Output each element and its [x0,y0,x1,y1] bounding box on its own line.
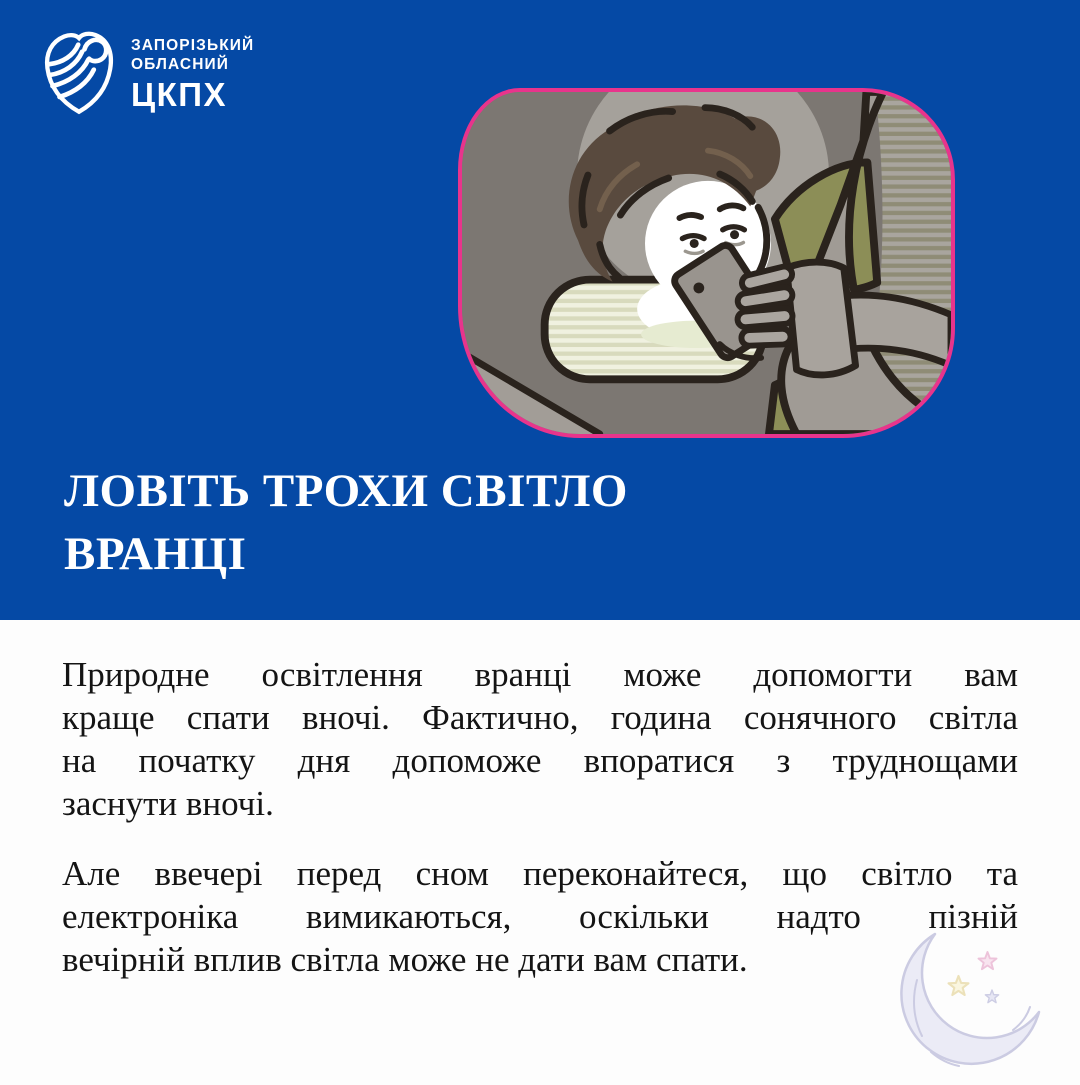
logo-abbr: ЦКПХ [131,76,227,113]
text-panel [62,653,1018,1008]
logo-org-line1: ЗАПОРІЗЬКИЙ [131,37,255,54]
paragraph-2: Але ввечері перед сном переконайтеся, що світло та електроніка вимикаються, оскільки надто пізній вечірній вплив світла може не дати вам спати. [62,854,1018,979]
logo [40,28,254,116]
headline [64,460,628,586]
logo-org-line2: ОБЛАСНИЙ [131,56,229,73]
bed-phone-illustration [458,88,955,438]
logo-text [131,36,254,113]
shield-heart-stripes-icon [40,28,118,116]
headline-line1: ЛОВІТЬ ТРОХИ СВІТЛО [64,465,628,517]
paragraph-1: Природне освітлення вранці може допомогти вам краще спати вночі. Фактично, година сонячного світла на початку дня допоможе впоратися з труднощами заснути вночі. [62,655,1018,823]
headline-line2: ВРАНЦІ [64,528,247,580]
bed-phone-illustration-art [462,92,951,434]
